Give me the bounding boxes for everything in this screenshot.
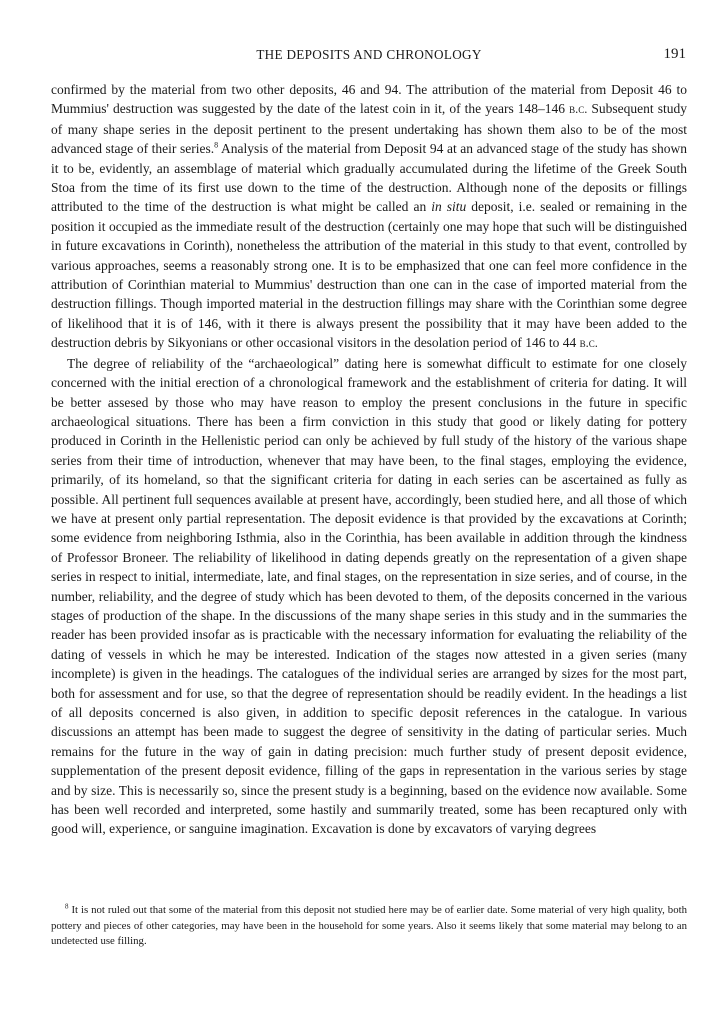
paragraph-1-part-1: confirmed by the material from two other deposits, 46 and 94. The attribution of the material from Deposit 46 to Mummius' destruction was suggested by the date of the latest coin in it, of the years 148–146 [51,82,687,117]
footnote-marker: 8 [65,902,69,911]
paragraph-1-part-4: deposit, i.e. sealed or remaining in the position it occupied as the immediate result of the destruction (certainly one may hope that such will be distinguished in future excavations in Corinth), nonetheless the attribution of the material in this study to that event, controlled by various approaches, seems a reasonably strong one. It is to be emphasized that one can feel more confidence in the attribution of Corinthian material to Mummius' destruction than one can in the case of imported material from the destruction fillings. Though imported material in the destruction fillings may share with the Corinthian some degree of likelihood that it is of 146, with it there is always present the possibility that it may have been added to the destruction debris by Sikyonians or other occasional visitors in the desolation period of 146 to 44 [51,199,687,351]
footnote-paragraph [51,903,687,950]
footnote-reference: 8 [214,140,219,150]
era-abbreviation: b.c. [579,336,598,351]
running-header [52,47,686,67]
paragraph-1-part-2: Subsequent study of many shape series in the deposit pertinent to the present undertaking has shown them also to be of the most advanced stage of their series. [51,101,687,157]
page-number: 191 [663,46,686,62]
body-text [51,80,687,839]
italic-term: in situ [431,199,467,215]
paragraph-1-part-3: Analysis of the material from Deposit 94 at an advanced stage of the study has shown it to be, evidently, an assemblage of material which gradually accumulated during the lifetime of the Greek South Stoa from the time of its first use down to the time of the destruction. Although none of the deposits or fillings attributed to the time of the destruction is what might be called an [51,141,688,215]
footnote-text: It is not ruled out that some of the material from this deposit not studied here may be of earlier date. Some material of very high quality, both pottery and pieces of other categories, may have been in the household for some years. Also it seems likely that some material may belong to an undetected use filling. [51,904,687,948]
footnote [51,903,687,950]
era-abbreviation: b.c. [569,102,588,117]
paragraph-2: The degree of reliability of the “archaeological” dating here is somewhat difficult to estimate for one closely concerned with the initial erection of a chronological framework and the establishment of criteria for dating. It will be better assesed by those who may have reason to employ the present conclusions in the future in specific archaeological situations. There has been a firm conviction in this study that good or likely dating for pottery produced in Corinth in the Hellenistic period can only be achieved by full study of the history of the various shape series from their time of introduction, whenever that may have been, to the final stages, employing the evidence, primarily, of its homeland, so that the significant criteria for dating in each series can be ascertained as fully as possible. All pertinent full sequences available at present have, accordingly, been studied here, and all those of which we have at present only partial representation. The deposit evidence is that provided by the excavations at Corinth; some evidence from neighboring Isthmia, also in the Corinthia, has been available in addition through the kindness of Professor Broneer. The reliability of likelihood in dating depends greatly on the representation of a given shape series in respect to initial, intermediate, late, and final stages, on the representation in size series, and of course, in the number, reliability, and the degree of study which has been devoted to them, of the deposits concerned in the various stages of production of the shape. In the discussions of the many shape series in this study and in the summaries the reader has been provided insofar as is practicable with the necessary information for evaluating the reliability of the dating of vessels in which he may be interested. Indication of the stages now attested in a given series (many incomplete) is given in the headings. The catalogues of the individual series are arranged by sizes for the most part, both for assessment and for use, so that the degree of representation should be readily evident. In the headings a list of all deposits concerned is also given, in addition to specific deposit references in the catalogue. In various discussions an attempt has been made to suggest the degree of sensitivity in the dating of particular series. Much remains for the future in the way of gain in dating precision: much further study of present deposit evidence, supplementation of the present deposit evidence, filling of the gaps in representation in the various series by stage and by size. This is necessarily so, since the present study is a beginning, based on the evidence now available. Some has been well recorded and interpreted, some hastily and summarily treated, some has been recaptured only with good will, experience, or sanguine imagination. Excavation is done by excavators of varying degrees [51,355,687,837]
paragraph-1 [51,80,687,354]
running-title: THE DEPOSITS AND CHRONOLOGY [256,47,482,62]
